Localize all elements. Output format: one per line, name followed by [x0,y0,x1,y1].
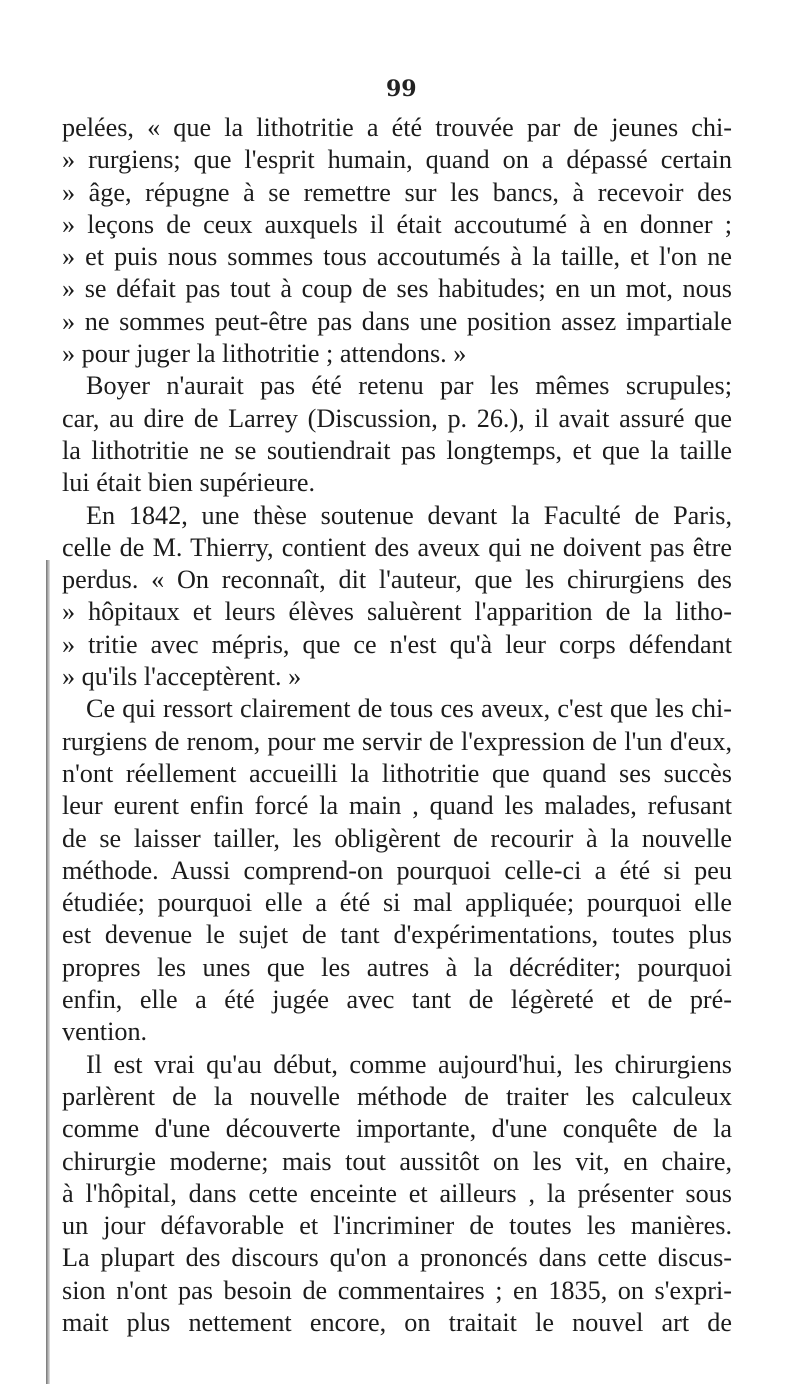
text-line: pelées, « que la lithotritie a été trouvée par de jeunes chi- [62,113,732,142]
text-line: perdus. « On reconnaît, dit l'auteur, que les chirurgiens des [62,565,732,595]
text-line: parlèrent de la nouvelle méthode de traiter les calculeux [62,1081,732,1111]
text-line: un jour défavorable et l'incriminer de toutes les manières. [62,1211,732,1241]
text-line: propres les unes que les autres à la décréditer; pourquoi [62,952,732,982]
body-text [62,112,732,1339]
text-line: » ne sommes peut-être pas dans une position assez impartiale [62,306,732,336]
text-line: n'ont réellement accueilli la lithotritie que quand ses succès [62,758,732,788]
text-line: » qu'ils l'acceptèrent. » [62,662,302,692]
text-line: La plupart des discours qu'on a prononcés dans cette discus- [62,1243,732,1273]
text-line: Il est vrai qu'au début, comme aujourd'hui, les chirurgiens [86,1049,732,1079]
text-line: » pour juger la lithotritie ; attendons. » [62,339,467,369]
text-line: étudiée; pourquoi elle a été si mal appliquée; pourquoi elle [62,888,732,918]
text-line: méthode. Aussi comprend-on pourquoi celle-ci a été si peu [62,855,732,885]
text-line: lui était bien supérieure. [62,468,316,498]
text-line: chirurgie moderne; mais tout aussitôt on les vit, en chaire, [62,1146,732,1176]
text-line: En 1842, une thèse soutenue devant la Faculté de Paris, [86,500,732,530]
text-line: de se laisser tailler, les obligèrent de recourir à la nouvelle [62,823,732,853]
text-line: » et puis nous sommes tous accoutumés à la taille, et l'on ne [62,242,732,272]
text-line: sion n'ont pas besoin de commentaires ; en 1835, on s'expri- [62,1275,732,1305]
text-line: à l'hôpital, dans cette enceinte et ailleurs , la présenter sous [62,1178,732,1208]
text-line: est devenue le sujet de tant d'expérimentations, toutes plus [62,920,732,950]
text-line: Boyer n'aurait pas été retenu par les mêmes scrupules; [86,371,732,401]
text-line: » se défait pas tout à coup de ses habitudes; en un mot, nous [62,274,732,304]
text-line: vention. [62,1017,148,1047]
text-line: » leçons de ceux auxquels il était accoutumé à en donner ; [62,209,732,239]
text-line: car, au dire de Larrey (Discussion, p. 26.), il avait assuré que [62,403,732,433]
text-line: rurgiens de renom, pour me servir de l'expression de l'un d'eux, [62,726,732,756]
text-line: mait plus nettement encore, on traitait le nouvel art de [62,1307,732,1337]
page-number: 99 [386,76,417,102]
text-line: enfin, elle a été jugée avec tant de légèreté et de pré- [62,985,732,1015]
text-line: » âge, répugne à se remettre sur les bancs, à recevoir des [62,177,732,207]
text-line: leur eurent enfin forcé la main , quand les malades, refusant [62,791,732,821]
text-line: celle de M. Thierry, contient des aveux qui ne doivent pas être [62,532,732,562]
text-line: Ce qui ressort clairement de tous ces aveux, c'est que les chi- [86,694,732,724]
text-line: » tritie avec mépris, que ce n'est qu'à leur corps défendant [62,629,732,659]
text-line: » hôpitaux et leurs élèves saluèrent l'apparition de la litho- [62,597,732,627]
binding-shadow [46,560,50,1384]
text-line: » rurgiens; que l'esprit humain, quand on a dépassé certain [62,145,732,175]
text-line: comme d'une découverte importante, d'une conquête de la [62,1114,732,1144]
text-line: la lithotritie ne se soutiendrait pas longtemps, et que la taille [62,435,732,465]
